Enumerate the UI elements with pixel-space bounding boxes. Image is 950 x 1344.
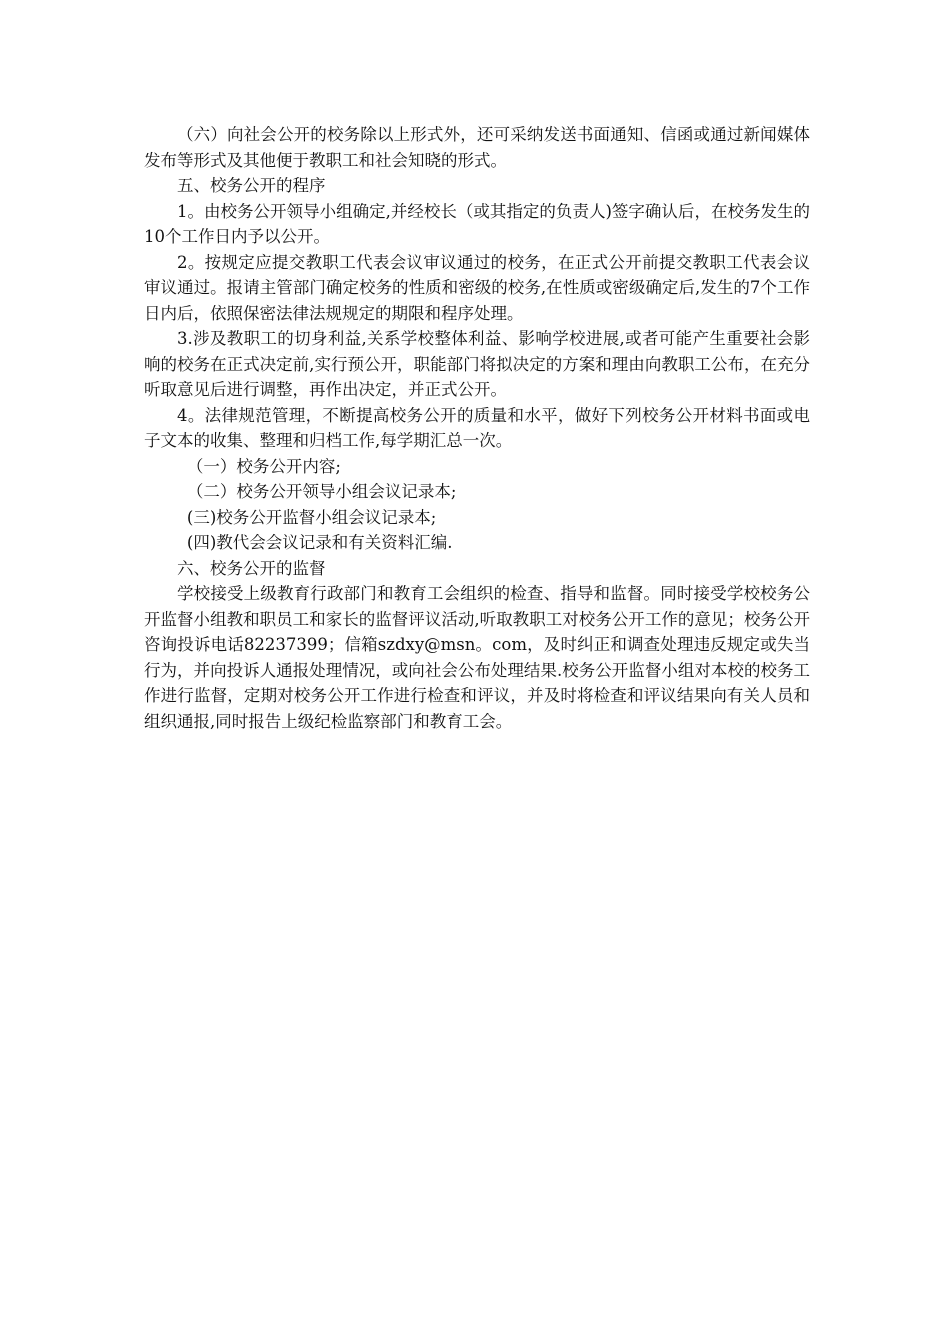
paragraph-public-forms: （六）向社会公开的校务除以上形式外，还可采纳发送书面通知、信函或通过新闻媒体发布等形式及其他便于教职工和社会知晓的形式。 bbox=[144, 125, 810, 170]
paragraph-procedure-2: 2。按规定应提交教职工代表会议审议通过的校务，在正式公开前提交教职工代表会议审议通过。报请主管部门确定校务的性质和密级的校务,在性质或密级确定后,发生的7个工作日内后，依照保密法律法规规定的期限和程序处理。 bbox=[144, 252, 810, 323]
list-item-3: (三)校务公开监督小组会议记录本; bbox=[186, 507, 437, 527]
section-heading-procedure: 五、校务公开的程序 bbox=[177, 176, 326, 195]
list-item-4: (四)教代会会议记录和有关资料汇编. bbox=[186, 533, 453, 552]
paragraph-supervision: 学校接受上级教育行政部门和教育工会组织的检查、指导和监督。同时接受学校校务公开监督小组教和职员工和家长的监督评议活动,听取教职工对校务公开工作的意见；校务公开咨询投诉电话82237399；信箱szdxy@msn。com，及时纠正和调查处理违反规定或失当行为，并向投诉人通报处理情况，或向社会公布处理结果.校务公开监督小组对本校的校务工作进行监督，定期对校务公开工作进行检查和评议，并及时将检查和评议结果向有关人员和组织通报,同时报告上级纪检监察部门和教育工会。 bbox=[144, 584, 810, 731]
paragraph-procedure-3: 3.涉及教职工的切身利益,关系学校整体利益、影响学校进展,或者可能产生重要社会影响的校务在正式决定前,实行预公开，职能部门将拟决定的方案和理由向教职工公布，在充分听取意见后进行调整，再作出决定，并正式公开。 bbox=[144, 329, 810, 399]
list-item-1: （一）校务公开内容; bbox=[186, 456, 341, 476]
list-item-2: （二）校务公开领导小组会议记录本; bbox=[186, 482, 457, 501]
paragraph-procedure-4: 4。法律规范管理，不断提高校务公开的质量和水平，做好下列校务公开材料书面或电子文本的收集、整理和归档工作,每学期汇总一次。 bbox=[144, 405, 810, 450]
paragraph-procedure-1: 1。由校务公开领导小组确定,并经校长（或其指定的负责人)签字确认后，在校务发生的10个工作日内予以公开。 bbox=[144, 201, 810, 246]
document-body bbox=[144, 122, 810, 734]
section-heading-supervision: 六、校务公开的监督 bbox=[177, 558, 326, 578]
